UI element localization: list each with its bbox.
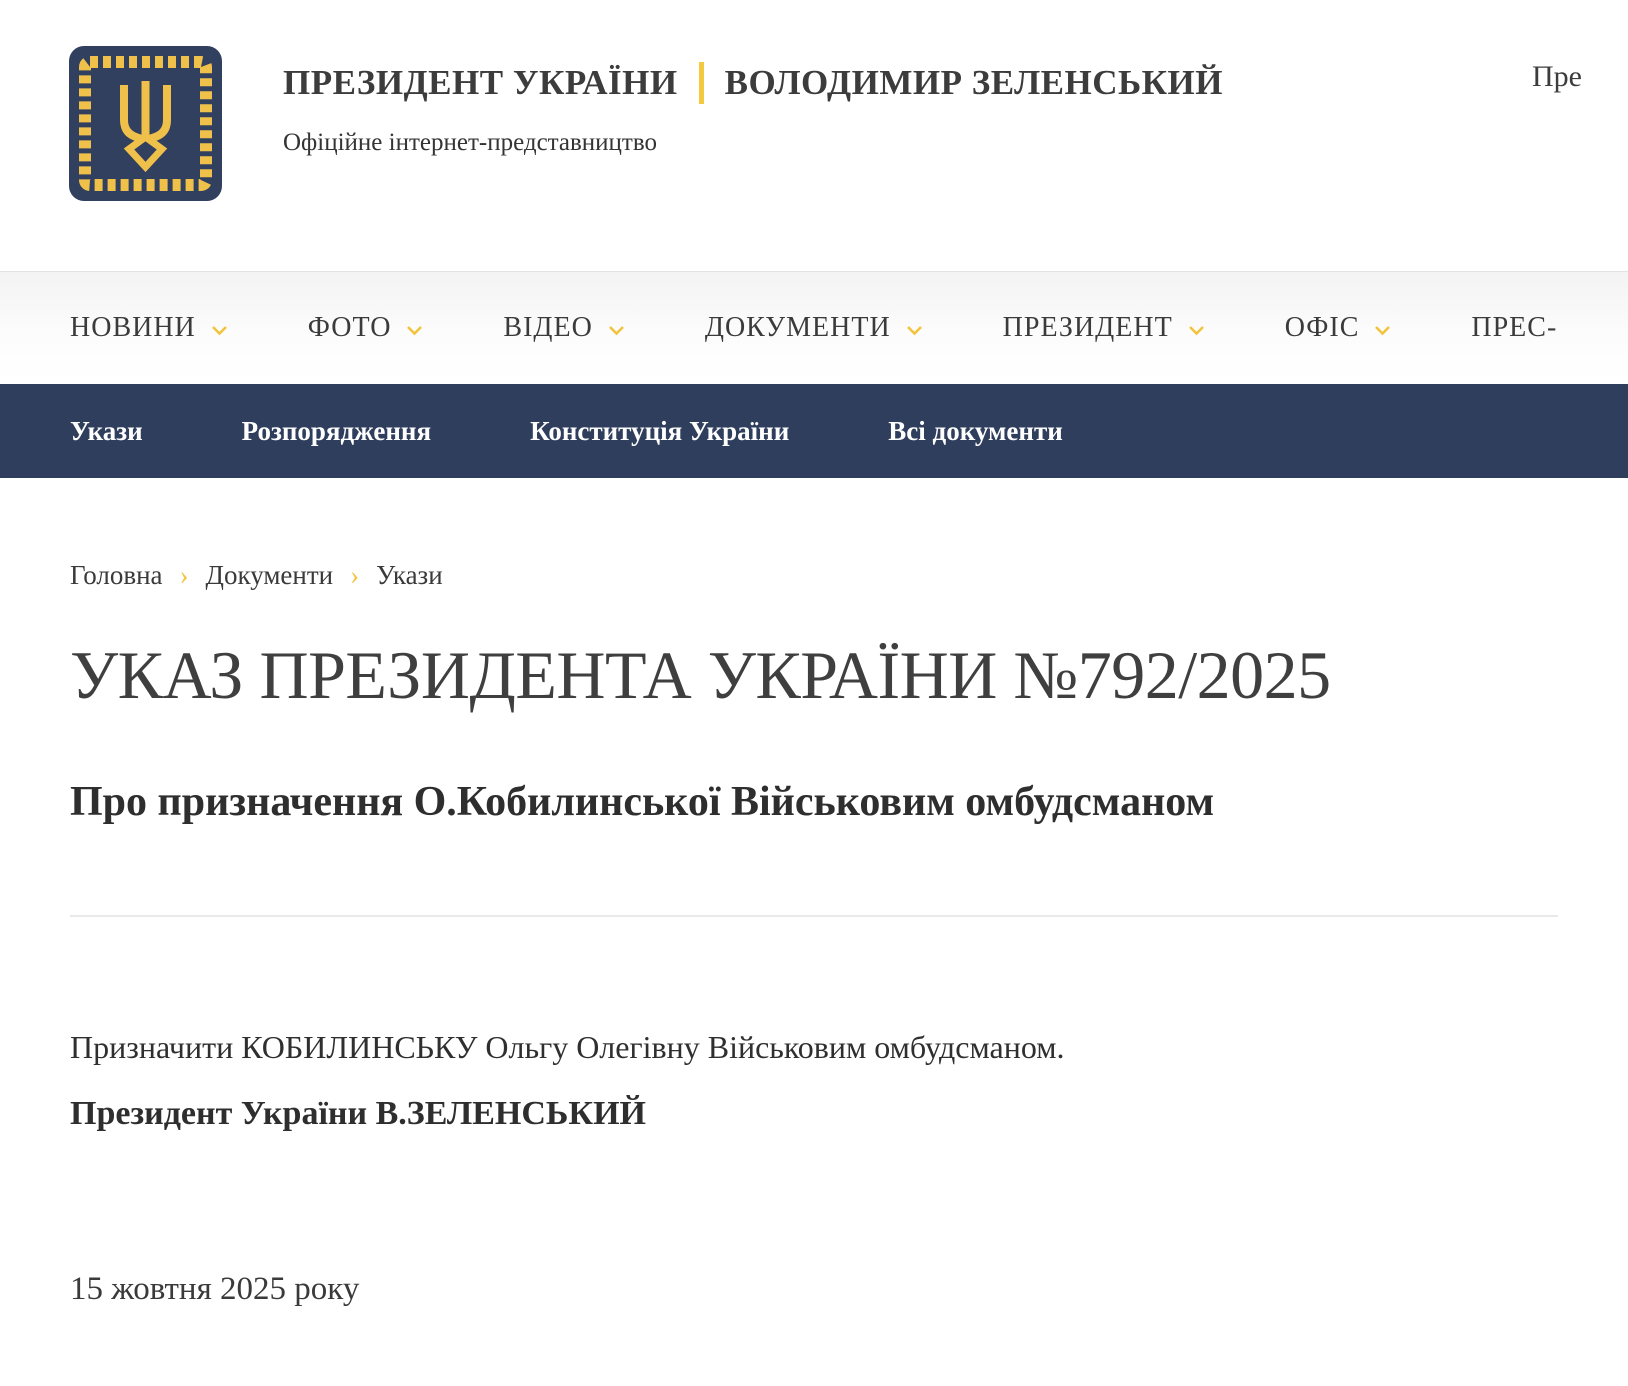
nav-item-ofis[interactable] xyxy=(1285,312,1392,344)
decree-signature: Президент України В.ЗЕЛЕНСЬКИЙ xyxy=(70,1095,646,1133)
nav-item-video[interactable] xyxy=(503,312,624,344)
chevron-down-icon xyxy=(608,312,625,344)
site-subtitle: Офіційне інтернет-представництво xyxy=(283,129,657,156)
site-header xyxy=(0,0,1628,271)
nav-item-label: ПРЕЗИДЕНТ xyxy=(1002,312,1173,343)
chevron-down-icon xyxy=(1188,312,1205,344)
main-nav xyxy=(0,271,1628,384)
nav-item-prezydent[interactable] xyxy=(1003,312,1205,344)
breadcrumb-separator-icon: › xyxy=(350,560,360,590)
header-title-row xyxy=(283,62,1223,104)
decree-body-text: Призначити КОБИЛИНСЬКУ Ольгу Олегівну Військовим омбудсманом. xyxy=(70,1028,1065,1065)
nav-item-label: ПРЕС- xyxy=(1471,312,1558,343)
site-title[interactable]: ПРЕЗИДЕНТ УКРАЇНИ xyxy=(283,63,678,102)
subnav-item-vsi-dokumenty[interactable]: Всі документи xyxy=(888,415,1063,446)
decree-page-content xyxy=(0,560,1628,1308)
chevron-down-icon xyxy=(1374,312,1391,344)
breadcrumb-item-holovna[interactable]: Головна xyxy=(70,560,163,590)
decree-date: 15 жовтня 2025 року xyxy=(70,1271,360,1308)
title-separator-bar xyxy=(699,62,704,104)
breadcrumb-separator-icon: › xyxy=(179,560,189,590)
decree-subtitle: Про призначення О.Кобилинської Військовим омбудсманом xyxy=(70,779,1215,825)
president-name[interactable]: ВОЛОДИМИР ЗЕЛЕНСЬКИЙ xyxy=(724,63,1223,102)
trident-emblem-icon xyxy=(68,189,223,206)
nav-item-label: ДОКУМЕНТИ xyxy=(704,312,891,343)
nav-item-label: ФОТО xyxy=(307,312,392,343)
nav-item-dokumenty[interactable] xyxy=(705,312,923,344)
decree-title: УКАЗ ПРЕЗИДЕНТА УКРАЇНИ №792/2025 xyxy=(70,637,1331,713)
chevron-down-icon xyxy=(211,312,228,344)
nav-item-pres[interactable] xyxy=(1471,312,1557,344)
documents-subnav xyxy=(0,384,1628,478)
breadcrumb-item-dokumenty[interactable]: Документи xyxy=(205,560,334,590)
nav-item-novyny[interactable] xyxy=(70,312,228,344)
breadcrumb xyxy=(70,560,1558,591)
subnav-item-rozporiadzhennia[interactable]: Розпорядження xyxy=(241,415,432,446)
nav-item-label: ВІДЕО xyxy=(503,312,593,343)
chevron-down-icon xyxy=(406,312,423,344)
breadcrumb-item-ukazy[interactable]: Укази xyxy=(376,560,443,590)
header-right-link[interactable]: Пре xyxy=(1532,60,1582,93)
subnav-item-konstytutsiia[interactable]: Конституція України xyxy=(530,415,790,446)
nav-item-foto[interactable] xyxy=(308,312,424,344)
presidential-emblem-logo[interactable] xyxy=(68,45,223,202)
header-text xyxy=(283,62,1223,157)
subnav-item-ukazy[interactable]: Укази xyxy=(70,415,143,446)
chevron-down-icon xyxy=(906,312,923,344)
nav-item-label: ОФІС xyxy=(1284,312,1360,343)
nav-item-label: НОВИНИ xyxy=(70,312,196,343)
content-divider xyxy=(70,915,1558,917)
